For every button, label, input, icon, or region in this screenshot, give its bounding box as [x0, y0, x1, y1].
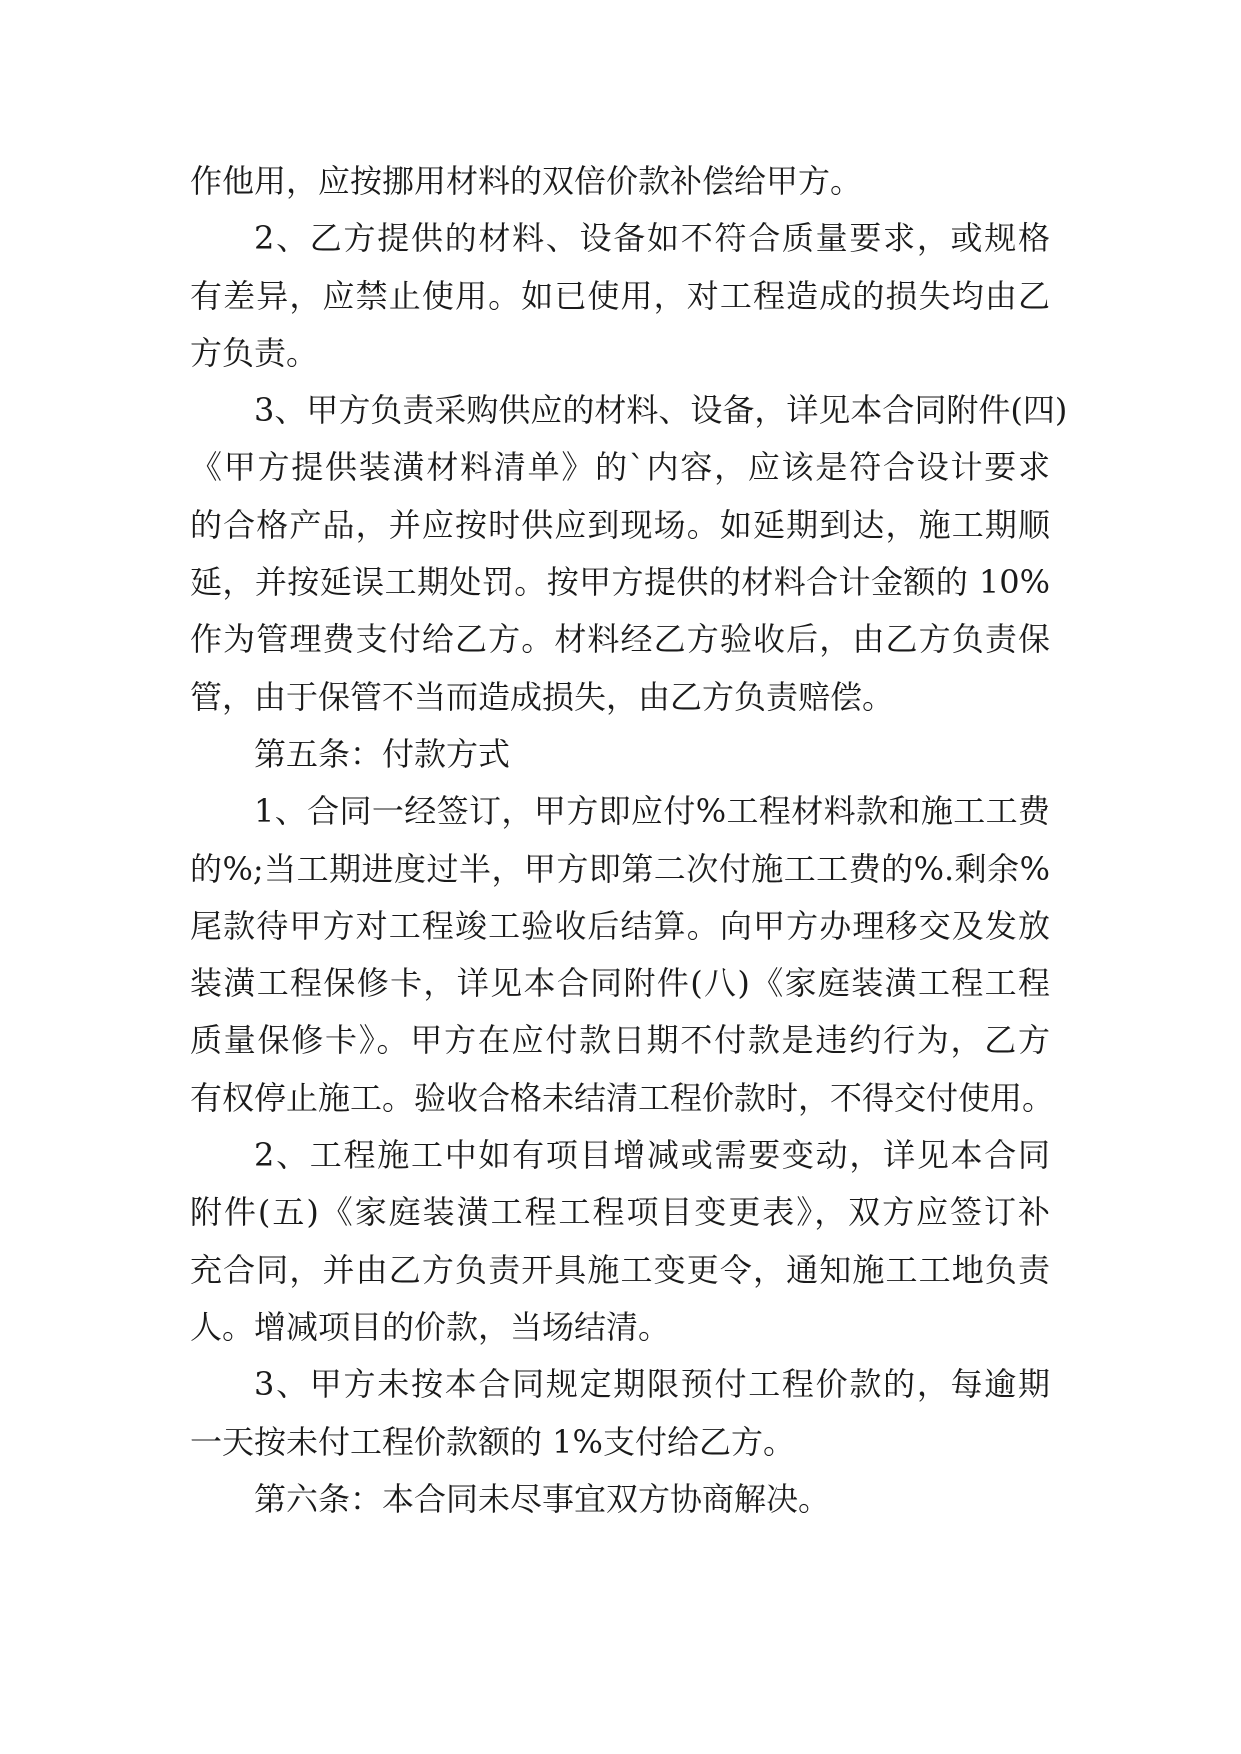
- text-line: 充合同，并由乙方负责开具施工变更令，通知施工工地负责: [190, 1250, 1050, 1289]
- text-line: 方负责。: [190, 333, 319, 372]
- text-line: 装潢工程保修卡，详见本合同附件(八)《家庭装潢工程工程: [190, 964, 1050, 1003]
- text-line: 3、甲方未按本合同规定期限预付工程价款的，每逾期: [254, 1365, 1050, 1404]
- text-line: 2、工程施工中如有项目增减或需要变动，详见本合同: [254, 1136, 1050, 1175]
- text-line: 第五条：付款方式: [254, 734, 511, 773]
- text-line: 作他用，应按挪用材料的双倍价款补偿给甲方。: [190, 162, 863, 200]
- text-line: 质量保修卡》。甲方在应付款日期不付款是违约行为，乙方: [190, 1021, 1050, 1060]
- text-line: 2、乙方提供的材料、设备如不符合质量要求，或规格: [254, 219, 1050, 258]
- document-body: [190, 153, 1068, 1528]
- text-line: 3、甲方负责采购供应的材料、设备，详见本合同附件(四): [254, 391, 1068, 430]
- text-line: 有权停止施工。验收合格未结清工程价款时，不得交付使用。: [190, 1078, 1055, 1117]
- text-line: 有差异，应禁止使用。如已使用，对工程造成的损失均由乙: [190, 276, 1050, 315]
- text-line: 的%;当工期进度过半，甲方即第二次付施工工费的%.剩余%: [190, 849, 1050, 888]
- text-line: 《甲方提供装潢材料清单》的`内容，应该是符合设计要求: [190, 448, 1050, 487]
- text-line: 管，由于保管不当而造成损失，由乙方负责赔偿。: [190, 677, 895, 716]
- text-line: 尾款待甲方对工程竣工验收后结算。向甲方办理移交及发放: [190, 906, 1050, 945]
- text-line: 作为管理费支付给乙方。材料经乙方验收后，由乙方负责保: [190, 620, 1050, 659]
- text-line: 人。增减项目的价款，当场结清。: [190, 1307, 671, 1346]
- text-line: 一天按未付工程价款额的 1%支付给乙方。: [190, 1422, 795, 1461]
- text-line: 第六条：本合同未尽事宜双方协商解决。: [254, 1479, 831, 1518]
- text-line: 的合格产品，并应按时供应到现场。如延期到达，施工期顺: [190, 505, 1050, 544]
- text-line: 附件(五)《家庭装潢工程工程项目变更表》，双方应签订补: [190, 1193, 1050, 1232]
- text-line: 延，并按延误工期处罚。按甲方提供的材料合计金额的 10%: [190, 563, 1050, 602]
- text-line: 1、合同一经签订，甲方即应付%工程材料款和施工工费: [254, 792, 1050, 831]
